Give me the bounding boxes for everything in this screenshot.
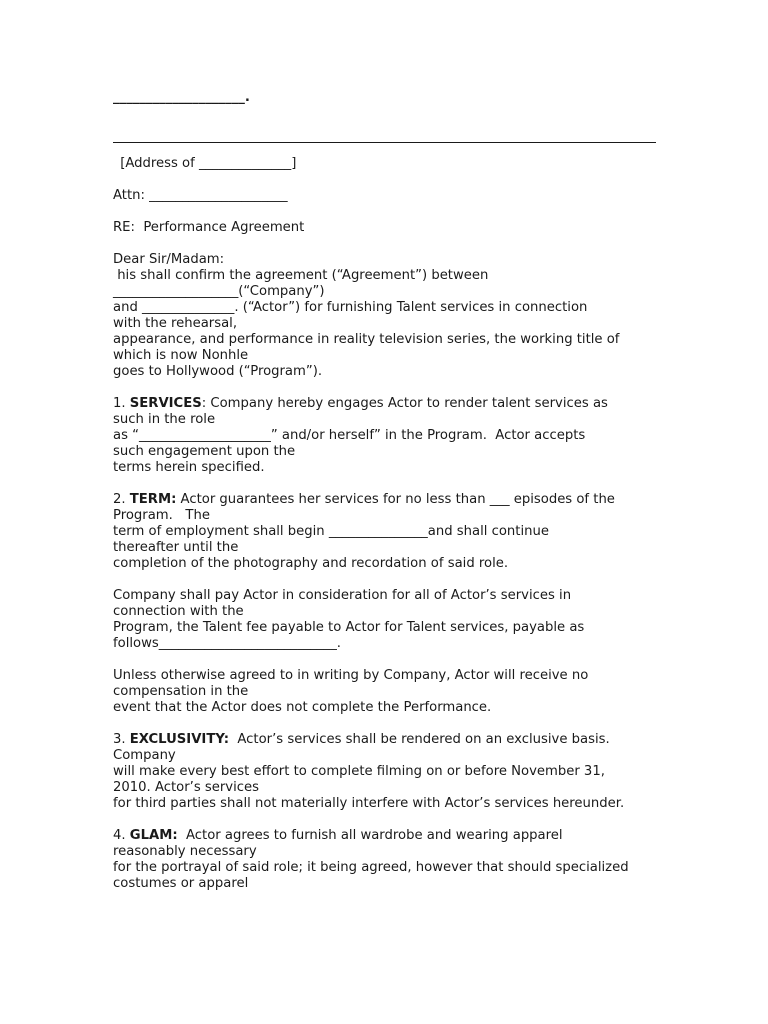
clause-number: 3.: [113, 732, 130, 747]
clause-line: for the portrayal of said role; it being agreed, however that should specialized: [113, 860, 629, 875]
clause-number: 1.: [113, 396, 130, 411]
clause-line: Program. The: [113, 508, 210, 523]
clause-line: costumes or apparel: [113, 876, 249, 891]
clause-line: as “____________________” and/or herself” in the Program. Actor accepts: [113, 428, 586, 443]
clause-line: Actor’s services shall be rendered on an exclusive basis.: [229, 732, 610, 747]
payment-line: Company shall pay Actor in consideration for all of Actor’s services in: [113, 588, 572, 603]
clause-heading: TERM:: [129, 492, 177, 507]
payment-line: follows___________________________.: [113, 636, 341, 651]
clause-line: completion of the photography and recordation of said role.: [113, 556, 509, 571]
attn-line: Attn: _____________________: [113, 188, 288, 203]
noncompensation-paragraph: [113, 668, 673, 716]
intro-line: appearance, and performance in reality television series, the working title of: [113, 332, 620, 347]
clause-heading: EXCLUSIVITY:: [129, 732, 229, 747]
signature-rule: [113, 142, 656, 143]
clause-heading: SERVICES: [129, 396, 202, 411]
term-clause: [113, 492, 673, 572]
intro-line: his shall confirm the agreement (“Agreement”) between: [113, 268, 489, 283]
clause-line: will make every best effort to complete filming on or before November 31,: [113, 764, 605, 779]
document-page: [113, 90, 673, 892]
clause-line: Actor guarantees her services for no less than ___ episodes of the: [176, 492, 615, 507]
exclusivity-clause: [113, 732, 673, 812]
clause-number: 2.: [113, 492, 130, 507]
payment-paragraph: [113, 588, 673, 652]
clause-line: Company: [113, 748, 176, 763]
clause-line: thereafter until the: [113, 540, 239, 555]
payment-line: connection with the: [113, 604, 244, 619]
clause-line: such in the role: [113, 412, 216, 427]
clause-line: reasonably necessary: [113, 844, 257, 859]
intro-line: which is now Nonhle: [113, 348, 249, 363]
noncomp-line: event that the Actor does not complete the Performance.: [113, 700, 492, 715]
noncomp-line: compensation in the: [113, 684, 249, 699]
glam-clause: [113, 828, 673, 892]
intro-paragraph: [113, 268, 673, 380]
address-line: [Address of ______________]: [116, 156, 297, 171]
clause-line: for third parties shall not materially interfere with Actor’s services hereunder.: [113, 796, 625, 811]
clause-number: 4.: [113, 828, 130, 843]
intro-line: with the rehearsal,: [113, 316, 238, 331]
intro-line: ___________________(“Company”): [113, 284, 325, 299]
salutation: Dear Sir/Madam:: [113, 252, 225, 267]
clause-line: terms herein specified.: [113, 460, 265, 475]
clause-heading: GLAM:: [129, 828, 178, 843]
re-line: RE: Performance Agreement: [113, 220, 305, 235]
intro-line: goes to Hollywood (“Program”).: [113, 364, 323, 379]
noncomp-line: Unless otherwise agreed to in writing by Company, Actor will receive no: [113, 668, 589, 683]
clause-line: Actor agrees to furnish all wardrobe and wearing apparel: [177, 828, 563, 843]
name-blank: ____________________.: [113, 90, 250, 105]
clause-line: : Company hereby engages Actor to render talent services as: [201, 396, 608, 411]
clause-line: 2010. Actor’s services: [113, 780, 260, 795]
payment-line: Program, the Talent fee payable to Actor for Talent services, payable as: [113, 620, 585, 635]
intro-line: and ______________. (“Actor”) for furnishing Talent services in connection: [113, 300, 588, 315]
clause-line: term of employment shall begin _______________and shall continue: [113, 524, 549, 539]
clause-line: such engagement upon the: [113, 444, 296, 459]
services-clause: [113, 396, 673, 476]
